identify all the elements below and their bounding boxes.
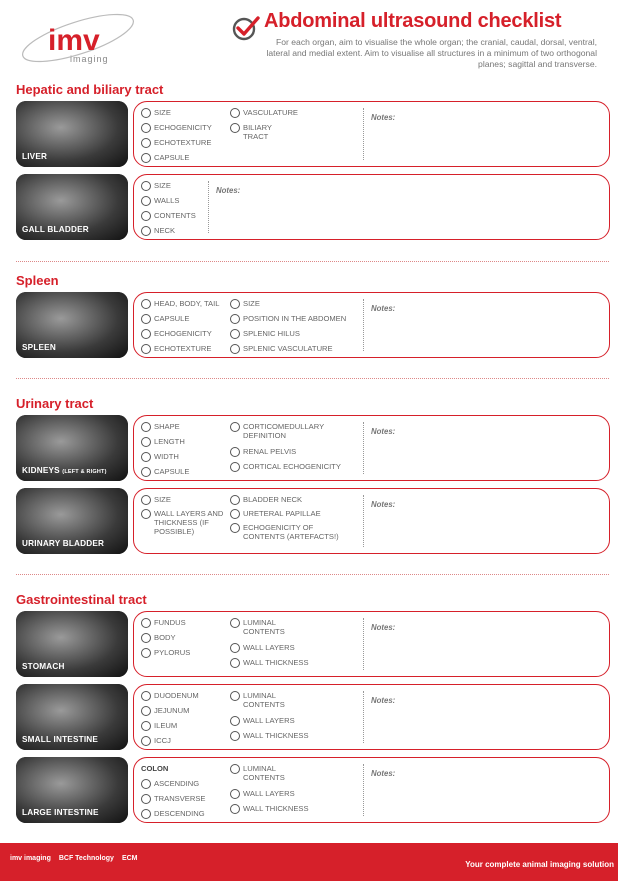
section-title-urinary: Urinary tract	[16, 396, 94, 411]
svg-text:imv: imv	[48, 24, 100, 57]
urinary-bladder-image: URINARY BLADDER	[16, 488, 128, 554]
notes-label: Notes:	[371, 427, 396, 436]
spleen-card	[133, 292, 610, 358]
option-colon-transverse[interactable]: TRANSVERSE	[141, 794, 205, 803]
urinary-bladder-card	[133, 488, 610, 554]
option-stomach-wall-thickness[interactable]: WALL THICKNESS	[230, 658, 309, 667]
colon-heading: COLON	[141, 764, 169, 773]
stomach-card	[133, 611, 610, 677]
row-small-intestine	[16, 684, 610, 750]
large-intestine-image: LARGE INTESTINE	[16, 757, 128, 823]
section-title-hepatic: Hepatic and biliary tract	[16, 82, 164, 97]
option-kidney-capsule[interactable]: CAPSULE	[141, 467, 189, 476]
large-intestine-card	[133, 757, 610, 823]
option-kidney-renal-pelvis[interactable]: RENAL PELVIS	[230, 447, 296, 456]
option-ileum[interactable]: ILEUM	[141, 721, 177, 730]
option-small-wall-thickness[interactable]: WALL THICKNESS	[230, 731, 309, 740]
option-spleen-position[interactable]: POSITION IN THE ABDOMEN	[230, 314, 346, 323]
option-bladder-wall-layers[interactable]: WALL LAYERS AND THICKNESS (IF POSSIBLE)	[141, 509, 227, 536]
liver-card	[133, 101, 610, 167]
notes-divider	[363, 422, 364, 474]
row-gall-bladder	[16, 174, 610, 240]
notes-divider	[363, 691, 364, 743]
option-kidney-shape[interactable]: SHAPE	[141, 422, 180, 431]
option-duodenum[interactable]: DUODENUM	[141, 691, 199, 700]
section-title-spleen: Spleen	[16, 273, 59, 288]
option-spleen-capsule[interactable]: CAPSULE	[141, 314, 189, 323]
option-gall-size[interactable]: SIZE	[141, 181, 171, 190]
notes-divider	[363, 764, 364, 816]
option-colon-descending[interactable]: DESCENDING	[141, 809, 205, 818]
row-liver	[16, 101, 610, 167]
option-large-wall-thickness[interactable]: WALL THICKNESS	[230, 804, 309, 813]
footer-tagline: Your complete animal imaging solution	[465, 860, 614, 869]
gall-bladder-image: GALL BLADDER	[16, 174, 128, 240]
notes-divider	[363, 108, 364, 160]
page-subtitle: For each organ, aim to visualise the whole organ; the cranial, caudal, dorsal, ventral, lateral and medial extent. Aim to visualise all structures in a minimum of two orthogonal planes; sagittal and transverse.	[266, 37, 597, 69]
spleen-image: SPLEEN	[16, 292, 128, 358]
notes-label: Notes:	[371, 623, 396, 632]
option-stomach-wall-layers[interactable]: WALL LAYERS	[230, 643, 295, 652]
small-intestine-card	[133, 684, 610, 750]
kidneys-image: KIDNEYS (LEFT & RIGHT)	[16, 415, 128, 481]
footer-logo-ecm: ECM	[121, 855, 138, 862]
page-title: Abdominal ultrasound checklist	[264, 10, 562, 32]
stomach-image: STOMACH	[16, 611, 128, 677]
notes-divider	[208, 181, 209, 233]
option-spleen-hilus[interactable]: SPLENIC HILUS	[230, 329, 300, 338]
option-spleen-vasculature[interactable]: SPLENIC VASCULATURE	[230, 344, 333, 353]
notes-label: Notes:	[371, 769, 396, 778]
option-liver-capsule[interactable]: CAPSULE	[141, 153, 189, 162]
option-large-luminal-contents[interactable]: LUMINAL CONTENTS	[230, 764, 300, 782]
option-colon-ascending[interactable]: ASCENDING	[141, 779, 199, 788]
footer-logo-imv: imv imaging	[10, 855, 51, 862]
option-bladder-echogenicity[interactable]: ECHOGENICITY OF CONTENTS (ARTEFACTS!)	[230, 523, 350, 541]
option-large-wall-layers[interactable]: WALL LAYERS	[230, 789, 295, 798]
small-intestine-image: SMALL INTESTINE	[16, 684, 128, 750]
option-spleen-echotexture[interactable]: ECHOTEXTURE	[141, 344, 211, 353]
option-gall-walls[interactable]: WALLS	[141, 196, 179, 205]
option-small-luminal-contents[interactable]: LUMINAL CONTENTS	[230, 691, 300, 709]
notes-divider	[363, 299, 364, 351]
notes-divider	[363, 618, 364, 670]
section-divider	[16, 378, 609, 379]
imv-logo	[18, 12, 138, 68]
option-gall-neck[interactable]: NECK	[141, 226, 175, 235]
notes-label: Notes:	[371, 304, 396, 313]
liver-image: LIVER	[16, 101, 128, 167]
option-liver-echotexture[interactable]: ECHOTEXTURE	[141, 138, 211, 147]
row-kidneys	[16, 415, 610, 481]
section-divider	[16, 261, 609, 262]
section-divider	[16, 574, 609, 575]
footer-logo-bcf: BCF Technology	[58, 855, 114, 862]
option-kidney-length[interactable]: LENGTH	[141, 437, 185, 446]
option-kidney-width[interactable]: WIDTH	[141, 452, 179, 461]
checkmark-icon	[232, 14, 260, 42]
svg-text:imaging: imaging	[70, 54, 109, 64]
option-jejunum[interactable]: JEJUNUM	[141, 706, 189, 715]
option-kidney-cortical-echogenicity[interactable]: CORTICAL ECHOGENICITY	[230, 462, 341, 471]
option-liver-biliary-tract[interactable]: BILIARY TRACT	[230, 123, 290, 141]
notes-label: Notes:	[371, 113, 396, 122]
option-kidney-corticomedullary[interactable]: CORTICOMEDULLARY DEFINITION	[230, 422, 348, 440]
notes-label: Notes:	[371, 696, 396, 705]
kidneys-card	[133, 415, 610, 481]
footer-logos	[10, 855, 138, 862]
option-bladder-ureteral-papillae[interactable]: URETERAL PAPILLAE	[230, 509, 321, 518]
footer-bar	[0, 843, 618, 881]
notes-label: Notes:	[371, 500, 396, 509]
gall-bladder-card	[133, 174, 610, 240]
option-liver-vasculature[interactable]: VASCULATURE	[230, 108, 298, 117]
option-stomach-pylorus[interactable]: PYLORUS	[141, 648, 190, 657]
option-spleen-head-body-tail[interactable]: HEAD, BODY, TAIL	[141, 299, 219, 308]
option-liver-echogenicity[interactable]: ECHOGENICITY	[141, 123, 212, 132]
option-stomach-body[interactable]: BODY	[141, 633, 176, 642]
option-iccj[interactable]: ICCJ	[141, 736, 171, 745]
option-bladder-neck[interactable]: BLADDER NECK	[230, 495, 302, 504]
option-small-wall-layers[interactable]: WALL LAYERS	[230, 716, 295, 725]
option-spleen-size[interactable]: SIZE	[230, 299, 260, 308]
option-gall-contents[interactable]: CONTENTS	[141, 211, 196, 220]
row-stomach	[16, 611, 610, 677]
option-spleen-echogenicity[interactable]: ECHOGENICITY	[141, 329, 212, 338]
notes-label: Notes:	[216, 186, 241, 195]
row-urinary-bladder	[16, 488, 610, 554]
notes-divider	[363, 495, 364, 547]
option-stomach-fundus[interactable]: FUNDUS	[141, 618, 186, 627]
option-liver-size[interactable]: SIZE	[141, 108, 171, 117]
option-bladder-size[interactable]: SIZE	[141, 495, 171, 504]
section-title-gi: Gastrointestinal tract	[16, 592, 147, 607]
option-stomach-luminal-contents[interactable]: LUMINAL CONTENTS	[230, 618, 300, 636]
row-large-intestine	[16, 757, 610, 823]
row-spleen	[16, 292, 610, 358]
